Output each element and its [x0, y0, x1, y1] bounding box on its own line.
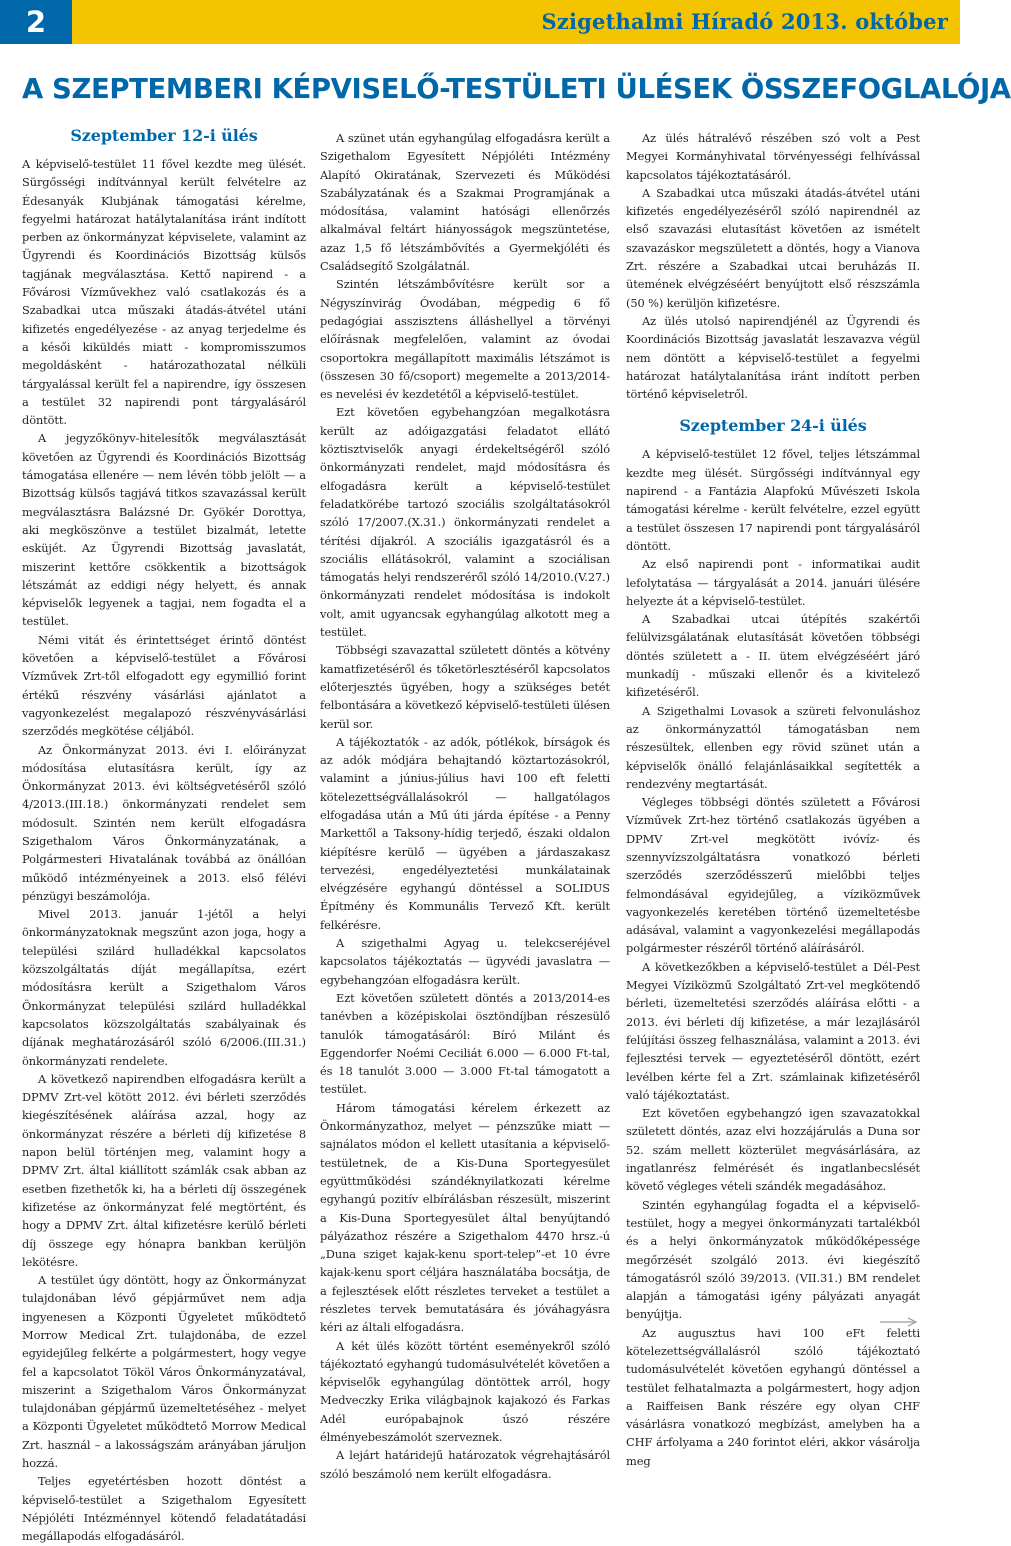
article-paragraph: Többségi szavazattal született döntés a kötvény kamatfizetéséről és tőketörlesztéséről kapcsolatos előterjesztés ügyében, hogy a szükséges betét felbontására a következő képviselő-testületi ülésen kerül sor.	[320, 643, 610, 731]
article-paragraph: A szünet után egyhangúlag elfogadásra került a Szigethalom Egyesített Népjóléti Intézmény Alapító Okiratának, Szervezeti és Működési Szabályzatának és a Szakmai Programjának a módosítása, valamint hatósági ellenőrzés alkalmával feltárt hiányosságok megszüntetése, azaz 1,5 fő létszámbővítés a Gyermekjóléti és Családsegítő Szolgálatnál.	[320, 131, 610, 274]
article-paragraph: A Szigethalmi Lovasok a szüreti felvonuláshoz az önkormányzattól támogatásban nem részesültek, ellenben egy rövid szünet után a képviselők önálló felajánlásaikkal segítették a rendezvény megtartását.	[626, 703, 920, 791]
article-paragraph: Szintén létszámbővítésre került sor a Négyszínvirág Óvodában, mégpedig 6 fő pedagógiai asszisztens álláshellyel a törvényi előírásnak megfelelően, valamint az óvodai csoportokra megállapított maximális létszámot is (összesen 30 fő/csoport) megemelte a 2013/2014-es nevelési év kezdetétől a képviselő-testület.	[320, 277, 610, 402]
article-paragraph: Az augusztus havi 100 eFt feletti kötelezettségvállalásról szóló tájékoztató tudomásulvételét követően egyhangú döntéssel a testület felhatalmazta a polgármestert, hogy adjon a Raiffeisen Bank részére egy olyan CHF vásárlásra vonatkozó megbízást, amelyben ha a CHF árfolyama a 240 forintot eléri, akkor vásárolja meg	[626, 1325, 920, 1468]
article-paragraph: A szigethalmi Agyag u. telekcseréjével kapcsolatos tájékoztatás — ügyvédi javaslatra — egybehangzóan elfogadásra került.	[320, 936, 610, 987]
section-heading-sept-24: Szeptember 24-i ülés	[679, 416, 867, 436]
article-paragraph: A képviselő-testület 12 fővel, teljes létszámmal kezdte meg ülését. Sürgősségi indítvánnyal egy napirend - a Fantázia Alapfokú Művészeti Iskola támogatási kérelme - került felvételre, ezzel együtt a testület összesen 17 napirendi pont tárgyalásáról döntött.	[626, 447, 920, 553]
article-paragraph: Ezt követően egybehangzó igen szavazatokkal született döntés, azaz elvi hozzájárulás a Duna sor 52. szám mellett közterület megvásárlására, az ingatlanrész felmérését és ingatlanbecslését követő végleges vételi szándék megadásához.	[626, 1106, 920, 1194]
article-paragraph: A következőkben a képviselő-testület a Dél-Pest Megyei Víziközmű Szolgáltató Zrt-vel megkötendő bérleti, üzemeltetési szerződés aláírása előtti - a 2013. évi bérleti díj kifizetése, a már lezajlásáról felújítási összeg felhasználása, valamint a 2013. évi fejlesztési tervek — egyeztetéséről döntött, ezért levélben kérte fel a Zrt. számlainak kifizetéséről való tájékoztatást.	[626, 959, 920, 1102]
article-paragraph: Három támogatási kérelem érkezett az Önkormányzathoz, melyet — pénzszűke miatt — sajnálatos módon el kellett utasítania a képviselő-testületnek, de a Kis-Duna Sportegyesület együttműködési szándéknyilatkozati kérelme egyhangú pozitív elbírálásban részesült, miszerint a Kis-Duna Sportegyesület által benyújtandó pályázathoz részére a Szigethalom 4470 hrsz.-ú „Duna sziget kajak-kenu sport-telep”-et 10 évre kajak-kenu sport céljára használatába bocsátja, de a fejlesztések előtt részletes terveket a testület a részletes tervek bemutatására és jóváhagyásra kéri az általi elfogadásra.	[320, 1100, 610, 1335]
article-paragraph: A testület úgy döntött, hogy az Önkormányzat tulajdonában lévő gépjárművet nem adja ingyenesen a Központi Ügyeletet működtető Morrow Medical Zrt. tulajdonába, de ezzel egyidejűleg felkérte a polgármestert, hogy vegye fel a kapcsolatot Tököl Város Önkormányzatával, miszerint a Szigethalom Város Önkormányzat tulajdonában gépjármű üzemeltetéséhez - melyet a Központi Ügyeletet működtető Morrow Medical Zrt. használ – a lakosságszám arányában járuljon hozzá.	[22, 1273, 306, 1471]
article-paragraph: Ezt követően egybehangzóan megalkotásra került az adóigazgatási feladatot ellátó köztisztviselők anyagi érdekeltségéről szóló önkormányzati rendelet, majd módosításra és elfogadásra került a képviselő-testület feladatkörébe tartozó szociális szolgáltatásokról szóló 17/2007.(X.31.) önkormányzati rendelet a térítési díjakról. A szociális igazgatásról és a szociális ellátásokról, valamint a szociálisan támogatás helyi rendszeréről szóló 14/2010.(V.27.) önkormányzati rendelet módosítása is indokolt volt, amit ugyancsak egyhangúlag alkotott meg a testület.	[320, 405, 610, 640]
article-paragraph: A Szabadkai utca műszaki átadás-átvétel utáni kifizetés engedélyezéséről szóló napirendnél az első szavazási elutasítást követően az ismételt szavazáskor megszületett a döntés, hogy a Vianova Zrt. részére a Szabadkai utcai beruházás II. ütemének elvégzéséért benyújtott első részszámla (50 %) kerüljön kifizetésre.	[626, 185, 920, 310]
article-paragraph: A következő napirendben elfogadásra került a DPMV Zrt-vel kötött 2012. évi bérleti szerződés kiegészítésének aláírása azzal, hogy az önkormányzat részére a bérleti díj kifizetése 8 napon belül történjen meg, valamint hogy a DPMV Zrt. által kiállított számlák csak abban az esetben fizethetők ki, ha a bérleti díj összegének kifizetése az önkormányzat felé megtörtént, és hogy a DPMV Zrt. által kifizetésre kerülő bérleti díj összege egy hónapra bankban kerüljön lekötésre.	[22, 1071, 306, 1269]
article-paragraph: Szintén egyhangúlag fogadta el a képviselő-testület, hogy a megyei önkormányzati tartalékból és a helyi önkormányzatok működőképessége megőrzését szolgáló 2013. évi kiegészítő támogatásról szóló 39/2013. (VII.31.) BM rendelet alapján a támogatási igény pályázati anyagát benyújtja.	[626, 1197, 920, 1322]
article-paragraph: Az ülés hátralévő részében szó volt a Pest Megyei Kormányhivatal törvényességi felhívással kapcsolatos tájékoztatásáról.	[626, 131, 920, 182]
article-column-1	[22, 126, 306, 1544]
article-paragraph: A lejárt határidejű határozatok végrehajtásáról szóló beszámoló nem került elfogadásra.	[320, 1448, 610, 1481]
article-paragraph: Teljes egyetértésben hozott döntést a képviselő-testület a Szigethalom Egyesített Népjóléti Intézménnyel kötendő feladatátadási megállapodás elfogadásáról.	[22, 1474, 306, 1544]
article-paragraph: Az első napirendi pont - informatikai audit lefolytatása — tárgyalását a 2014. januári ülésére helyezte át a képviselő-testület.	[626, 557, 920, 608]
article-column-3	[626, 129, 920, 1468]
article-paragraph: Az Önkormányzat 2013. évi I. előirányzat módosítása elutasításra került, így az Önkormányzat 2013. évi költségvetéséről szóló 4/2013.(III.18.) önkormányzati rendelet sem módosult. Szintén nem került elfogadásra Szigethalom Város Önkormányzatának, a Polgármesteri Hivatalának továbbá az önállóan működő intézményeinek a 2013. első félévi pénzügyi beszámolója.	[22, 742, 306, 903]
article-paragraph: A tájékoztatók - az adók, pótlékok, bírságok és az adók módjára behajtandó köztartozásokról, valamint a június-július havi 100 eft feletti kötelezettségvállalásokról — hallgatólagos elfogadása után a Mű úti járda építése - a Penny Markettől a Taksony-hídig terjedő, északi oldalon kiépítésre kerülő — ügyében a járdaszakasz tervezési, engedélyeztetési munkálatainak elvégzésére egyhangú döntéssel a SOLIDUS Építmény és Kommunális Tervező Kft. került felkérésre.	[320, 734, 610, 932]
publication-title: Szigethalmi Híradó 2013. október	[541, 9, 948, 34]
article-paragraph: Ezt követően született döntés a 2013/2014-es tanévben a középiskolai ösztöndíjban részesülő tanulók támogatásáról: Bíró Milánt és Eggendorfer Noémi Ceciliát 6.000 — 6.000 Ft-tal, és 18 tanulót 3.000 — 3.000 Ft-tal támogatott a testület.	[320, 990, 610, 1097]
article-paragraph: Mivel 2013. január 1-jétől a helyi önkormányzatoknak megszűnt azon joga, hogy a települési szilárd hulladékkal kapcsolatos közszolgáltatás díját megállapítsa, ezért módosításra került a Szigethalom Város Önkormányzat települési szilárd hulladékkal kapcsolatos közszolgáltatás szabályainak és díjának meghatározásáról szóló 6/2006.(III.31.) önkormányzati rendelete.	[22, 907, 306, 1068]
section-heading-sept-12: Szeptember 12-i ülés	[70, 126, 258, 145]
article-column-2	[320, 129, 610, 1481]
page-headline: A SZEPTEMBERI KÉPVISELŐ-TESTÜLETI ÜLÉSEK ÖSSZEFOGLALÓJA	[22, 73, 1011, 105]
article-paragraph: Az ülés utolsó napirendjénél az Ügyrendi és Koordinációs Bizottság javaslatát leszavazva végül nem döntött a képviselő-testület a fegyelmi határozat hatálytalanítása iránt indított perben történő képviseletről.	[626, 313, 920, 402]
masthead	[0, 0, 960, 44]
article-paragraph: A két ülés között történt eseményekről szóló tájékoztató egyhangú tudomásulvételét követően a képviselők egyhangúlag döntöttek arról, hogy Medveczky Erika világbajnok kajakozó és Farkas Adél európabajnok úszó részére élményebeszámolót szerveznek.	[320, 1338, 610, 1445]
article-paragraph: A jegyzőkönyv-hitelesítők megválasztását követően az Ügyrendi és Koordinációs Bizottság támogatása ellenére — nem lévén több jelölt — a Bizottság külsős tagjává titkos szavazással került megválasztásra Balázsné Dr. Gyökér Dorottya, aki megköszönve a testület bizalmát, letette esküjét. Az Ügyrendi Bizottság javaslatát, miszerint kettőre csökkentik a bizottságok létszámát az eddigi négy helyett, és annak képviselők legyenek a tagjai, nem fogadta el a testület.	[22, 431, 306, 629]
continue-arrow-icon	[880, 1317, 920, 1327]
article-paragraph: Végleges többségi döntés született a Fővárosi Vízművek Zrt-hez történő csatlakozás ügyében a DPMV Zrt-vel megkötött ivóvíz- és szennyvízszolgáltatásra vonatkozó bérleti szerződés szerződésszerű mielőbbi teljes felmondásával egyidejűleg, a víziközművek vagyonkezelés keretében történő üzemeltetésbe adásával, valamint a vagyonkezelési megállapodás polgármester részéről történő aláírásáról.	[626, 795, 920, 956]
article-paragraph: Némi vitát és érintettséget érintő döntést követően a képviselő-testület a Fővárosi Vízművek Zrt-től elfogadott egy egymillió forint értékű részvény vásárlási ajánlatot a vagyonkezelést megalapozó részvényvásárlási szerződés megkötése céljából.	[22, 632, 306, 739]
article-paragraph: A képviselő-testület 11 fővel kezdte meg ülését. Sürgősségi indítvánnyal került felvételre az Édesanyák Klubjának támogatási kérelme, fegyelmi határozat hatálytalanítása iránt indított perben az önkormányzat képviselete, valamint az Ügyrendi és Koordinációs Bizottság külsős tagjának megválasztása. Kettő napirend - a Fővárosi Vízművekhez való csatlakozás és a Szabadkai utca műszaki átadás-átvétel utáni kifizetés engedélyezése - az anyag terjedelme és a késői kiküldés miatt - kompromisszumos megoldásként - határozathozatal nélküli tárgyalással került fel a napirendre, így összesen a testület 32 napirendi pont tárgyalásáról döntött.	[22, 157, 306, 428]
page-number: 2	[0, 0, 72, 44]
article-paragraph: A Szabadkai utcai útépítés szakértői felülvizsgálatának elutasítását követően többségi döntés született a - II. ütem elvégzéséért járó munkadíj - műszaki ellenőr és a kivitelező kifizetéséről.	[626, 612, 920, 700]
